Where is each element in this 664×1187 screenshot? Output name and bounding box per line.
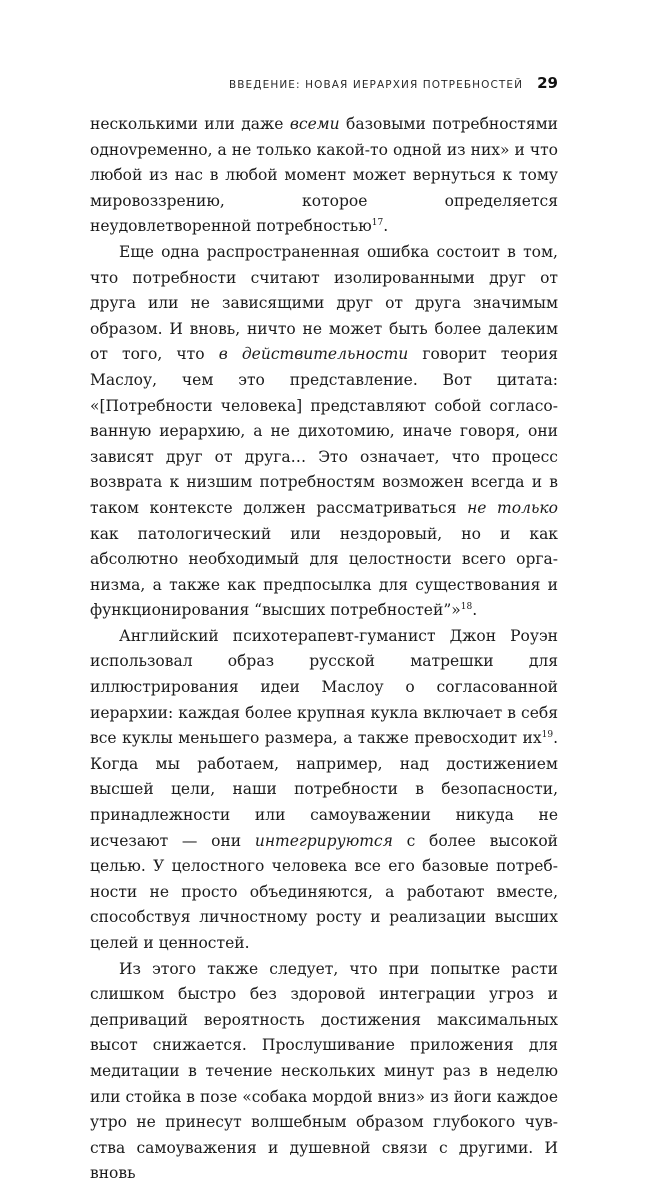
text-run: . Когда мы работаем, например, над достижением высшей цели, наши потребности в безопасности, принадлежности или самоуважении никуда не исчезают — они — [90, 729, 558, 850]
paragraph — [90, 624, 558, 957]
paragraph — [90, 112, 558, 240]
text-run: как патологический или нездоровый, но и как абсолютно необходимый для целостности всего организма, а также как предпосылка для существования и функционирования “высших потребностей”» — [90, 524, 558, 620]
paragraph — [90, 957, 558, 1187]
text-run: Из этого также следует, что при попытке расти слишком быстро без здоровой интеграции угроз и деприваций вероятность достижения максимальных высот снижается. Прослушивание приложения для медитации в течение нескольких минут раз в неделю или стойка в позе «собака мордой вниз» из йоги каждое утро не принесут волшебным образом глубокого чувства самоуважения и душевной связи с другими. И вновь — [90, 959, 558, 1183]
footnote-ref: 19 — [541, 730, 554, 741]
running-title: ВВЕДЕНИЕ: НОВАЯ ИЕРАРХИЯ ПОТРЕБНОСТЕЙ — [228, 79, 524, 91]
emphasis-text: не только — [467, 498, 558, 517]
footnote-ref: 17 — [371, 218, 384, 229]
text-run: базовыми потребностями одноvременно, а не только какой-то одной из них» и что любой из нас в любой момент может вернуться к тому мировоззрению, которое определяется неудовлетворенной потребностью — [90, 115, 558, 236]
text-run: говорит теория Маслоу, чем это представление. Вот цитата: «[Потребности человека] представляют собой согласованную иерархию, а не дихотомию, иначе говоря, они зависят друг от друга… Это означает, что процесс возврата к низшим потребностям возможен всегда и в таком контексте должен рассматриваться — [90, 345, 558, 517]
text-run: . — [472, 601, 478, 620]
running-header — [0, 73, 558, 92]
text-run: . — [383, 217, 389, 236]
footnote-ref: 18 — [460, 602, 473, 613]
page-number: 29 — [537, 74, 558, 92]
text-run: Еще одна распространенная ошибка состоит в том, что потребности считают изолированными друг от друга или не зависящими друг от друга значимым образом. И вновь, ничто не может быть более далеким от того, что — [90, 242, 558, 364]
paragraph — [90, 240, 558, 624]
text-run: несколькими или даже — [90, 115, 290, 133]
text-run: с более высокой целью. У целостного человека все его базовые потребности не просто объединяются, а работают вместе, способствуя личностному росту и реализации высших целей и ценностей. — [90, 831, 558, 952]
body-text — [90, 112, 558, 1187]
emphasis-text: интегрируются — [254, 831, 393, 850]
emphasis-text: всеми — [289, 115, 340, 133]
text-run: Английский психотерапевт-гуманист Джон Роуэн использовал образ русской матрешки для иллюстрирования идеи Маслоу о согласованной иерархии: каждая более крупная кукла включает в себя все куклы меньшего размера, а также превосходит их — [90, 626, 558, 748]
emphasis-text: в действительности — [218, 345, 409, 364]
